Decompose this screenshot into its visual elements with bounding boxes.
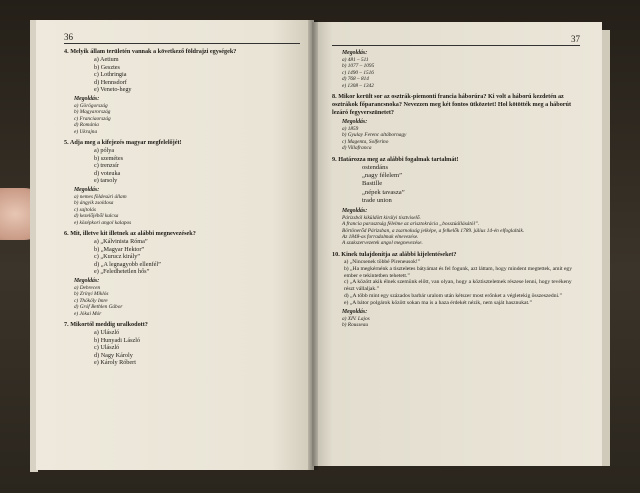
- option: b) „Magyar Hektor”: [94, 245, 145, 253]
- option: d) „A legnagyobb ellenfél”: [94, 260, 161, 268]
- option: b) Gesztes: [94, 63, 120, 71]
- question-6: 6. Mit, illetve kit illetnek az alábbi megnevezések?: [64, 230, 196, 237]
- question-4: 4. Melyik állam területén vannak a következő földrajzi egységek?: [64, 48, 237, 55]
- term: „nagy félelem”: [362, 172, 403, 180]
- answer: d) 768 – 814: [342, 76, 369, 83]
- term: trade union: [362, 197, 392, 205]
- question-7: 7. Mikortól meddig uralkodott?: [64, 321, 148, 328]
- answer: c) Franciaország: [74, 115, 111, 122]
- answer: e) Jókai Mór: [74, 310, 102, 317]
- term: Bastille: [362, 180, 383, 188]
- question-8: 8. Mikor került sor az osztrák-piemonti francia háborúra? Ki volt a háború kezdetén az osztrákok főparancsnoka? Nevezzen meg két fontos ütközetet! Hol kötötték meg a háborút lezáró fegyverszünetet?: [332, 93, 572, 117]
- quote: b) „Ha megkérnénk a tiszteletes bátyámat és fel fogunk, azt láttam, hogy mindent megtettek, amit egy ember e tekintetben tehetett.”: [344, 265, 573, 279]
- answer: a) 1859: [342, 126, 359, 133]
- answer: b) Zrínyi Miklós: [74, 291, 109, 298]
- answer: c) sajtolás: [74, 206, 96, 213]
- answer: Börtönerőd Párizsban, a zsarnokság jelképe, a felkelők 1789. július 14-én elfoglalták.: [342, 227, 525, 234]
- answer-heading: Megoldás:: [74, 277, 100, 284]
- answer: Párizsból kiküldött királyi tisztviselő.: [342, 214, 421, 221]
- question-10: 10. Kinek tulajdonítja az alábbi kijelentéseket?: [332, 250, 457, 258]
- book-gutter: [308, 20, 318, 470]
- answer: A francia parasztság félelme az arisztokrácia „bosszúállásától”.: [342, 221, 480, 228]
- answer: c) 1490 – 1516: [342, 69, 374, 76]
- option: a) pólya: [94, 147, 115, 154]
- option: e) „Feledhetetlen hős”: [94, 268, 150, 276]
- answer: b) ángyik zsoldosa: [74, 200, 114, 207]
- quote: c) „A között akik élnek szemünk előtt, van olyan, hogy a köztiszteletnek részese lenni, hogy tevékeny részt vállaljak.”: [344, 279, 572, 293]
- answer: Az 1848-as forradalmak elnevezése.: [342, 233, 419, 240]
- option: a) Ulászló: [94, 329, 120, 336]
- answer: b) 1077 – 1095: [342, 63, 375, 70]
- answer: A szakszervezetek angol megnevezése.: [342, 240, 423, 247]
- answer-heading: Megoldás:: [342, 50, 368, 56]
- option: c) Ulászló: [94, 344, 120, 352]
- answer-heading: Megoldás:: [342, 309, 368, 316]
- option: c) „Kurucz király”: [94, 253, 141, 261]
- quote: d) „A több mint egy százados barbár uralom után kétszer most erőnket a végletekig összeszedni.”: [344, 293, 562, 300]
- answer: a) nemes földesúri állam: [74, 193, 127, 200]
- option: d) Hennsdorf: [94, 78, 127, 86]
- answer-heading: Megoldás:: [74, 95, 100, 102]
- quote: a) „Nincsenek többé Pireneusok!”: [344, 258, 421, 265]
- answer: d) Románia: [74, 122, 99, 129]
- answer: d) Gróf Bethlen Gábor: [74, 304, 123, 311]
- answer: d) Villafranca: [342, 145, 372, 152]
- option: b) Hunyadi László: [94, 336, 141, 344]
- page-number-left: 36: [64, 32, 300, 44]
- option: e) tarsoly: [94, 177, 118, 185]
- answer: a) 481 – 511: [342, 57, 369, 63]
- question-5: 5. Adja meg a kifejezés magyar megfelelőjét!: [64, 139, 182, 146]
- option: a) Aetium: [94, 56, 119, 63]
- answer: d) kezelőjéből kulcsa: [74, 213, 119, 220]
- page-number-right: 37: [332, 34, 580, 46]
- answer: b) Magyarország: [74, 109, 111, 116]
- option: e) Veneto-hegy: [94, 86, 132, 94]
- answer: c) Thököly Imre: [74, 297, 108, 304]
- answer: a) XIV. Lajos: [342, 316, 370, 323]
- answer: a) Görögország: [74, 102, 108, 109]
- answer-heading: Megoldás:: [342, 119, 368, 126]
- answer: e) középkori angol kalapos: [74, 219, 132, 226]
- question-9: 9. Határozza meg az alábbi fogalmak tartalmát!: [332, 155, 459, 163]
- answer: e) 1308 – 1342: [342, 82, 374, 89]
- option: e) Károly Róbert: [94, 359, 136, 367]
- option: a) „Kálvinista Róma”: [94, 238, 148, 245]
- answer: b) Gyulay Ferenc altábornagy: [342, 132, 407, 139]
- right-page: [312, 22, 602, 466]
- left-page: [36, 20, 314, 470]
- term: „népek tavasza”: [362, 188, 405, 196]
- answer: a) Debrecen: [74, 284, 101, 291]
- answer: b) Rousseau: [342, 322, 369, 329]
- option: c) Lothringia: [94, 71, 127, 79]
- option: b) szemétes: [94, 154, 124, 162]
- term: ostendáns: [362, 163, 389, 171]
- option: d) Nagy Károly: [94, 351, 133, 359]
- option: c) trenzsír: [94, 162, 119, 170]
- answer-heading: Megoldás:: [74, 186, 100, 193]
- answer: c) Magenta, Solferino: [342, 138, 389, 145]
- answer-heading: Megoldás:: [342, 207, 368, 214]
- answer: e) Ukrajna: [74, 128, 98, 135]
- option: d) voteuka: [94, 169, 121, 177]
- quote: e) „A bátor polgárok között sokan ma is a haza érdekét nézik, nem saját hasznukat.”: [344, 300, 532, 307]
